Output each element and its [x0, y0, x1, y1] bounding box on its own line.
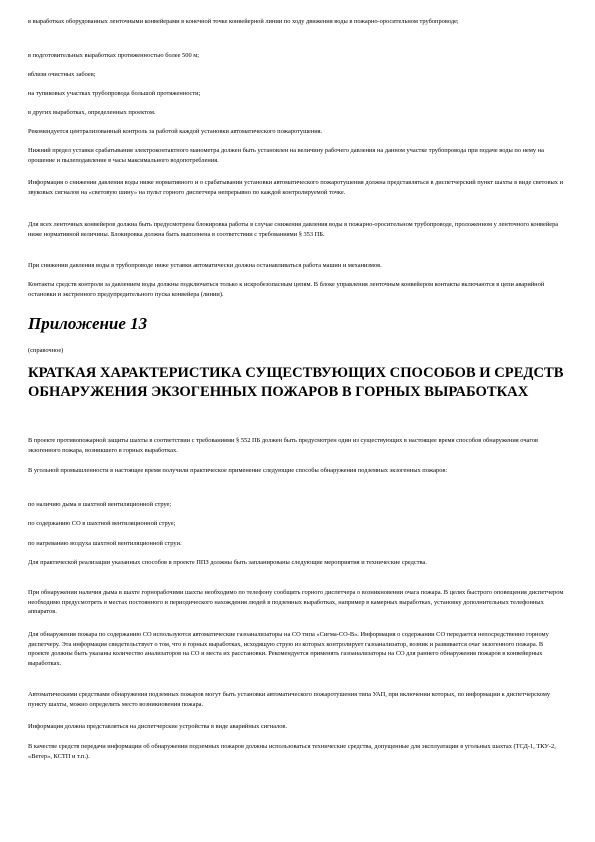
paragraph-alarm-signals: Информация должна представляться на диспетчерские устройства в виде аварийных сигналов. [28, 723, 288, 730]
appendix-note: (справочное) [28, 347, 64, 354]
paragraph-implementation: Для практической реализации указанных способов в проекте ППЗ должны быть запланированы следующие мероприятия и технические средства. [28, 559, 427, 566]
paragraph-manometer-threshold: Нижний предел уставки срабатывания электроконтактного манометра должен быть установлен на величину рабочего давления на данном участке трубопровода при подаче воды по нему на орошение и пылеподавление в часы максимального водопотребления. [28, 147, 544, 164]
paragraph-conveyor-interlock: Для всех ленточных конвейеров должна быть предусмотрена блокировка работы в случае снижения давления воды в пожарно-оросительном трубопроводе, проложенном у ленточного конвейера ниже нормативной величины. Блокировка должна быть выполнена в соответствии с требованиями § 353 ПБ. [28, 221, 559, 238]
appendix-title: Приложение 13 [28, 314, 148, 333]
paragraph-other-workings: в других выработках, определенных проектом. [28, 109, 156, 116]
paragraph-automatic-means: Автоматическими средствами обнаружения подземных пожаров могут быть установки автоматического пожаротушения типа УАП, при включении которых, по информации к диспетчерскому пункту шахты, можно определить место возникновения пожара. [28, 691, 551, 708]
paragraph-preparatory-workings: в подготовительных выработках протяженностью более 500 м; [28, 52, 200, 59]
paragraph-dead-end-sections: на тупиковых участках трубопровода большой протяженности; [28, 90, 201, 97]
paragraph-project-requirement: В проекте противопожарной защиты шахты в соответствии с требованиями § 552 ПБ должен быть предусмотрен один из существующих в настоящее время способов обнаружения очагов экзогенного пожара, возникшего в горных выработках. [28, 437, 539, 454]
paragraph-co-analyzers: Для обнаружения пожара по содержанию СО используются автоматические газоанализаторы на СО типа «Сигма-СО-В». Информация о содержании СО передается непосредственно горному диспетчеру. Эта информация свидетельствует о том, что в горных выработках, исходящую струю из которых контролирует газоанализатор, возник и развивается очаг экзогенного пожара. В проекте должны быть указаны количество анализаторов на СО и места их расстановки. Рекомендуется применять газоанализаторы на СО для раннего обнаружения пожаров в конвейерных выработках. [28, 631, 549, 667]
paragraph-belt-conveyor-endpoint: в выработках оборудованных ленточными конвейерами в конечной точке конвейерной линии по ходу движения воды в пожарно-оросительном трубопроводе; [28, 18, 459, 25]
paragraph-dispatch-signals: Информация о снижении давления воды ниже нормативного и о срабатывании установки автоматического пожаротушения должна представляться в диспетчерский пункт шахты в виде световых и звуковых сигналов на «световую шину» на пульт горного диспетчера непрерывно по каждой контролируемой точке. [28, 179, 563, 196]
paragraph-intrinsic-safety: Контакты средств контроля за давлением воды должны подключаться только к искробезопасным цепям. В блоке управления ленточным конвейером контакты включаются в цепи аварийной остановки и экстренного предупредительного пуска конвейера (линии). [28, 281, 545, 298]
paragraph-smoke-detection: При обнаружении наличия дыма в шахте горнорабочими шахты необходимо по телефону сообщить горного диспетчера о возникновении очага пожара. В целях быстрого оповещения диспетчером необходимо предусмотреть в местах постоянного и периодического нахождения людей в подземных выработках, например в камерных выработках, установку дополнительных телефонных аппаратов. [28, 589, 564, 616]
list-item-smoke: по наличию дыма в шахтной вентиляционной струе; [28, 501, 172, 508]
list-item-co: по содержанию СО в шахтной вентиляционной струе; [28, 520, 176, 527]
section-heading: КРАТКАЯ ХАРАКТЕРИСТИКА СУЩЕСТВУЮЩИХ СПОСОБОВ И СРЕДСТВ ОБНАРУЖЕНИЯ ЭКЗОГЕННЫХ ПОЖАРОВ В ГОРНЫХ ВЫРАБОТКАХ [28, 365, 564, 400]
paragraph-near-faces: вблизи очистных забоев; [28, 71, 96, 78]
paragraph-transmission-means: В качестве средств передачи информации об обнаружении подземных пожаров должны использоваться технические средства, допущенные для эксплуатации в угольных шахтах (ТСД-1, ТКУ-2, «Ветер», КСТП и т.п.). [28, 743, 556, 760]
paragraph-pressure-drop-stop: При снижении давления воды в трубопроводе ниже уставки автоматически должна останавливаться работа машин и механизмов. [28, 262, 382, 269]
list-item-air-heating: по нагреванию воздуха шахтной вентиляционной струи. [28, 540, 182, 547]
paragraph-detection-methods-intro: В угольной промышленности в настоящее время получили практическое применение следующие способы обнаружения подземных экзогенных пожаров: [28, 467, 448, 474]
paragraph-central-control: Рекомендуется централизованный контроль за работой каждой установки автоматического пожаротушения. [28, 128, 323, 135]
